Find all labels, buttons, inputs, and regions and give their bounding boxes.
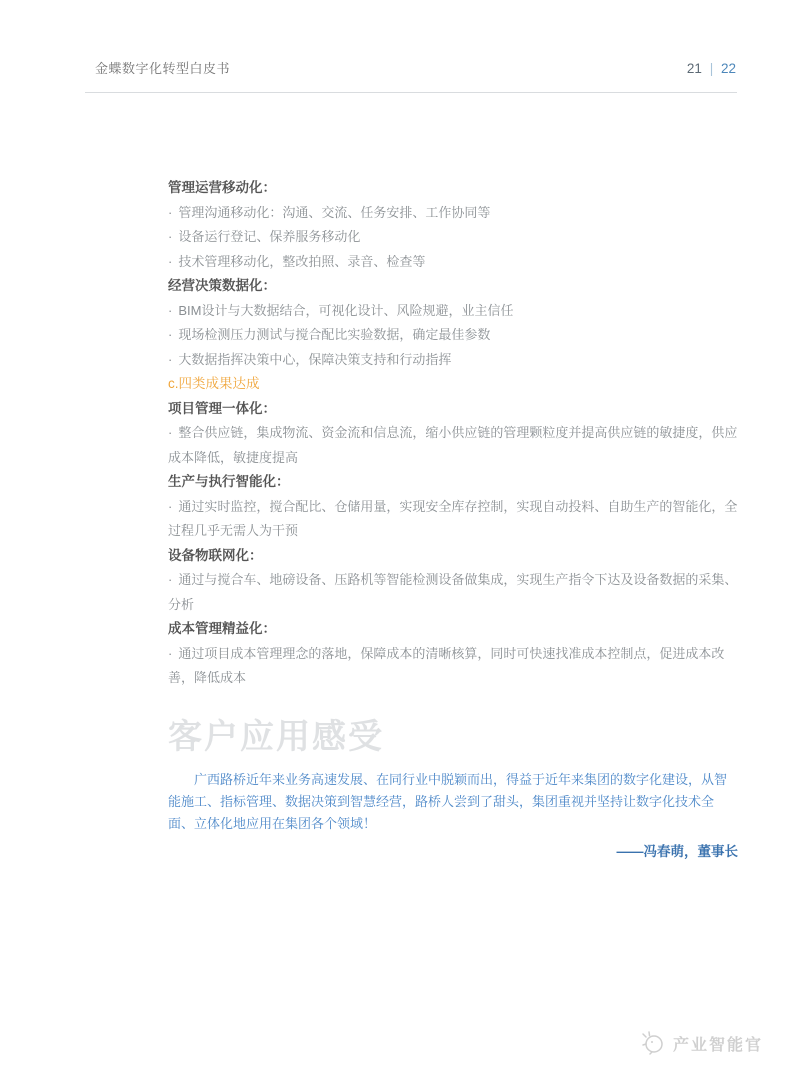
section-heading-project-integration: 项目管理一体化： [168, 400, 276, 416]
bullet-item [168, 421, 738, 470]
bullet-item [168, 250, 738, 275]
section-heading-production-intelligence: 生产与执行智能化： [168, 474, 290, 489]
page-number-current: 21 [686, 61, 702, 76]
bullet-marker: · [168, 229, 173, 244]
testimonial-attribution: ——冯春萌，董事长 [616, 843, 738, 859]
bullet-item [168, 225, 738, 250]
bullet-marker: · [168, 253, 173, 269]
bullet-item [168, 495, 738, 544]
bullet-item [168, 568, 738, 617]
bullet-marker: · [168, 498, 173, 514]
subheading-four-achievements: c.四类成果达成 [168, 376, 260, 391]
bullet-text: 现场检测压力测试与搅合配比实验数据，确定最佳参数 [178, 327, 491, 342]
section-heading-cost-lean: 成本管理精益化： [168, 621, 276, 636]
brand-watermark [639, 1031, 763, 1055]
bullet-marker: · [168, 302, 173, 318]
testimonial-section [168, 717, 738, 865]
bullet-text: 设备运行登记、保养服务移动化 [178, 229, 361, 244]
brand-watermark-label: 产业智能官 [672, 1036, 763, 1054]
bullet-text: 通过项目成本管理理念的落地，保障成本的清晰核算，同时可快速找准成本控制点，促进成本改善，降低成本 [168, 645, 725, 685]
page-header [95, 58, 736, 77]
bullet-text: 管理沟通移动化：沟通、交流、任务安排、工作协同等 [178, 204, 491, 220]
bullet-item [168, 299, 738, 324]
bullet-marker: · [168, 327, 173, 342]
section-heading-decision-data: 经营决策数据化： [168, 278, 276, 293]
bullet-marker: · [168, 572, 173, 587]
bullet-text: 通过与搅合车、地磅设备、压路机等智能检测设备做集成，实现生产指令下达及设备数据的采集、分析 [168, 572, 738, 612]
bullet-text: 整合供应链，集成物流、资金流和信息流，缩小供应链的管理颗粒度并提高供应链的敏捷度，供应成本降低，敏捷度提高 [168, 425, 738, 465]
bullet-marker: · [168, 425, 173, 440]
bullet-marker: · [168, 645, 173, 661]
bullet-text: 技术管理移动化，整改拍照、录音、检查等 [178, 253, 426, 269]
bullet-marker: · [168, 204, 173, 220]
bullet-marker: · [168, 351, 173, 367]
header-divider [85, 92, 737, 93]
bullet-item [168, 642, 738, 691]
testimonial-quote: 广西路桥近年来业务高速发展、在同行业中脱颖而出，得益于近年来集团的数字化建设，从智能施工、指标管理、数据决策到智慧经营，路桥人尝到了甜头，集团重视并坚持让数字化技术全面、立体化地应用在集团各个领域！ [168, 771, 728, 831]
bullet-item [168, 323, 738, 348]
bullet-item [168, 201, 738, 226]
section-heading-mobile-management: 管理运营移动化： [168, 180, 276, 195]
testimonial-title: 客户应用感受 [168, 717, 384, 756]
main-content [168, 176, 738, 864]
page-number-total: 22 [720, 61, 736, 76]
bullet-text: 大数据指挥决策中心，保障决策支持和行动指挥 [178, 351, 452, 367]
bullet-item [168, 348, 738, 373]
bullet-text: BIM设计与大数据结合，可视化设计、风险规避，业主信任 [178, 302, 514, 318]
page-number-separator: | [709, 61, 714, 76]
page-number [687, 61, 736, 76]
bullet-text: 通过实时监控，搅合配比、仓储用量，实现安全库存控制，实现自动投料、自助生产的智能化，全过程几乎无需人为干预 [168, 498, 738, 538]
bird-logo-icon [639, 1031, 667, 1055]
document-title: 金蝶数字化转型白皮书 [95, 61, 231, 76]
section-heading-equipment-iot: 设备物联网化： [168, 547, 263, 563]
